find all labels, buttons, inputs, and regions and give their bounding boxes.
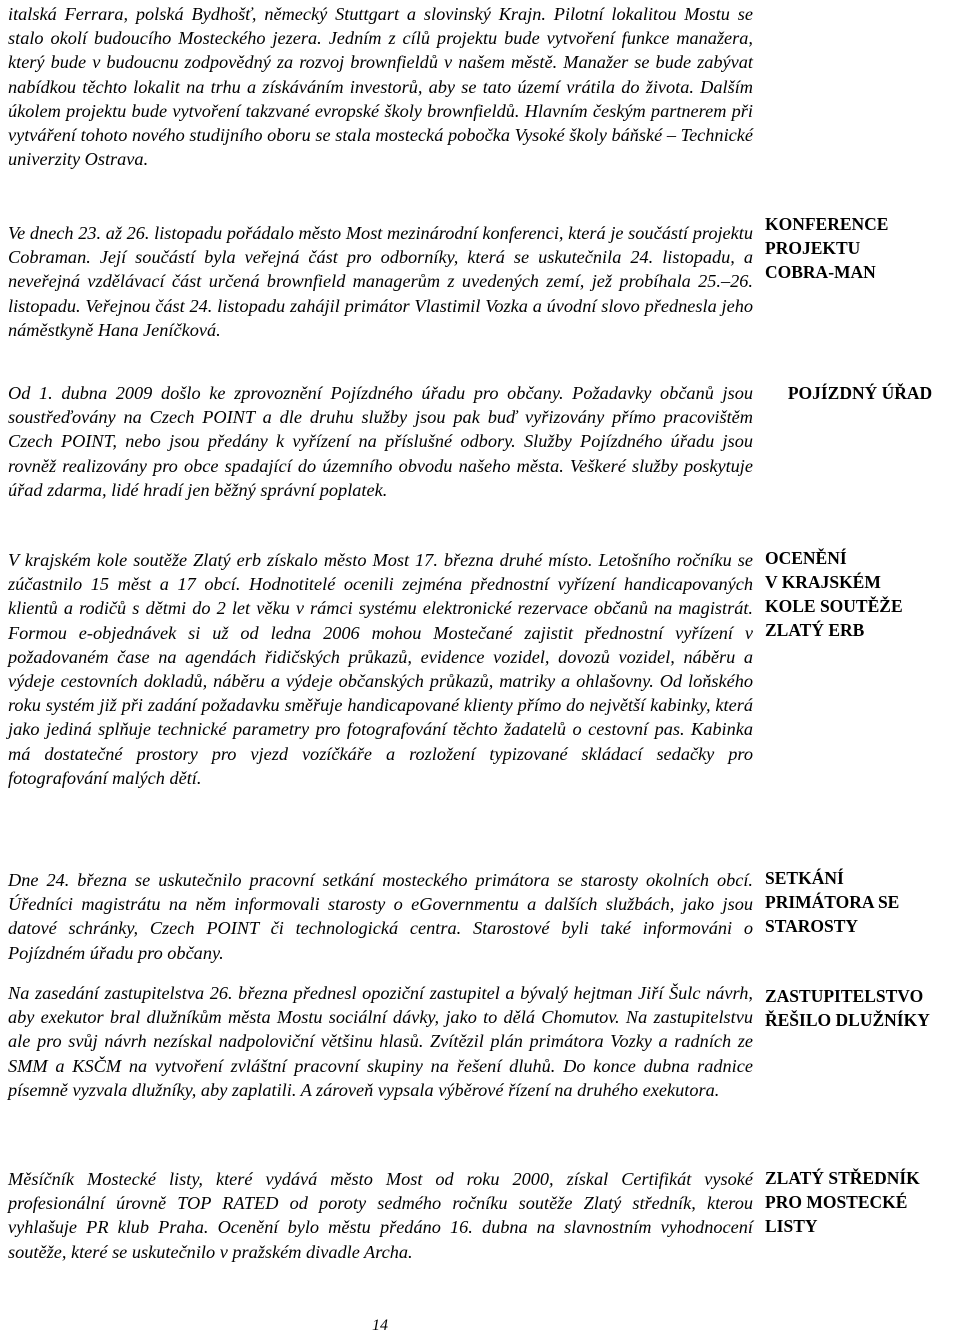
paragraph-mayors-meeting: Dne 24. března se uskutečnilo pracovní setkání mosteckého primátora se starosty okolních obcí. Úředníci magistrátu na něm informovali starosty o eGovernmentu a dalších službách, jako jsou datové schránky, Czech POINT či technologická centra. Starostové byli také informováni o Pojízdném úřadu pro občany. [8,870,753,963]
paragraph-golden-semicolon: Měsíčník Mostecké listy, které vydává město Most od roku 2000, získal Certifikát vysoké profesionální úrovně TOP RATED od poroty sedmého ročníku soutěže Zlatý středník, kterou vyhlašuje PR klub Praha. Ocenění bylo městu předáno 16. dubna na slavnostním vyhodnocení soutěže, které se uskutečnilo v pražském divadle Archa. [8,1169,753,1262]
side-heading-line: ŘEŠILO DLUŽNÍKY [765,1010,930,1030]
side-heading-line: PRO MOSTECKÉ [765,1192,908,1212]
side-heading-line: ZLATÝ ERB [765,620,865,640]
side-heading-line: SETKÁNÍ [765,868,844,888]
side-heading-council-debtors [765,984,960,1032]
side-heading-line: LISTY [765,1216,818,1236]
side-heading-line: STAROSTY [765,916,859,936]
side-heading-mobile-office [760,381,960,405]
side-heading-line: PRIMÁTORA SE [765,892,900,912]
side-heading-line: ZLATÝ STŘEDNÍK [765,1168,920,1188]
side-heading-line: POJÍZDNÝ ÚŘAD [787,383,933,403]
paragraph-conference: Ve dnech 23. až 26. listopadu pořádalo město Most mezinárodní konferenci, která je součástí projektu Cobraman. Její součástí byla veřejná část pro odborníky, která se uskutečnila 24. listopadu, a neveřejná vzdělávací část určená brownfield managerům z uvedených zemí, jež probíhala 25.–26. listopadu. Veřejnou část 24. listopadu zahájil primátor Vlastimil Vozka a úvodní slovo přednesla jeho náměstkyně Hana Jeníčková. [8,223,753,340]
paragraph-cobraman-project: italská Ferrara, polská Bydhošť, německý Stuttgart a slovinský Krajn. Pilotní lokalitou Mostu se stalo okolí budoucího Mosteckého jezera. Jedním z cílů projektu bude vytvoření funkce manažera, který bude v budoucnu zodpovědný za rozvoj brownfieldů v našem městě. Manažer se bude zabývat nabídkou těchto lokalit na trhu a získáváním investorů, aby se tato území vrátila do života. Dalším úkolem projektu bude vytvoření takzvané evropské školy brownfieldů. Hlavním českým partnerem při vytváření tohoto nového studijního oboru se stala mostecká pobočka Vysoké školy báňské – Technické univerzity Ostrava. [8,4,753,170]
side-heading-line: KONFERENCE [765,214,889,234]
side-heading-mayors-meeting [765,866,960,938]
side-heading-line: KOLE SOUTĚŽE [765,596,903,616]
side-heading-line: V KRAJSKÉM [765,572,881,592]
page-number: 14 [372,1317,388,1334]
paragraph-golden-crest: V krajském kole soutěže Zlatý erb získalo město Most 17. března druhé místo. Letošního ročníku se zúčastnilo 15 měst a 17 obcí. Hodnotitelé ocenili zejména přednostní vyřízení handicapovaných klientů a rodičů s dětmi do 2 let věku v rámci systému elektronické rezervace občanů na magistrát. Formou e-objednávek si už od ledna 2006 mohou Mostečané zajistit přednostní vyřízení v požadovaném čase na agendách řidičských průkazů, evidence vozidel, dovozů vozidel, náběru a výdeje cestovních dokladů, náběru a výdeje občanských průkazů, matriky a ohlašovny. Od loňského roku systém již při zadání požadavku směřuje handicapované klienty přímo do největší kabinky, která jako jediná splňuje technické parametry pro fotografování těchto žadatelů o cestovní pas. Kabinka má dostatečné prostory pro vjezd vozíčkáře a rozložení typizované skládací sedačky pro fotografování malých dětí. [8,550,753,788]
side-heading-line: ZASTUPITELSTVO [765,986,924,1006]
side-heading-line: PROJEKTU [765,238,861,258]
paragraph-mobile-office: Od 1. dubna 2009 došlo ke zprovoznění Pojízdného úřadu pro občany. Požadavky občanů jsou soustřeďovány na Czech POINT a dle druhu služby jsou pak buď vyřizovány přímo pracovištěm Czech POINT, nebo jsou předány k vyřízení na příslušné odbory. Služby Pojízdného úřadu jsou rovněž realizovány pro obce spadající do územního obvodu našeho města. Veškeré služby poskytuje úřad zdarma, lidé hradí jen běžný správní poplatek. [8,383,753,500]
side-heading-line: OCENĚNÍ [765,548,847,568]
side-heading-conference [765,212,960,284]
side-heading-golden-semicolon [765,1166,960,1238]
side-heading-golden-crest [765,546,960,642]
paragraph-council-debtors: Na zasedání zastupitelstva 26. března přednesl opoziční zastupitel a bývalý hejtman Jiří Šulc návrh, aby exekutor bral dlužníkům města Mostu sociální dávky, jako to dělá Chomutov. Na zastupitelstvu ale pro svůj návrh nezískal nadpoloviční většinu hlasů. Zvítězil plán primátora Vozky a radních ze SMM a KSČM na vytvoření zvláštní pracovní skupiny na řešení dluhů. Do konce dubna radnice písemně vyzvala dlužníky, aby zaplatili. A zároveň vypsala výběrové řízení na druhého exekutora. [8,983,753,1100]
side-heading-line: COBRA-MAN [765,262,876,282]
